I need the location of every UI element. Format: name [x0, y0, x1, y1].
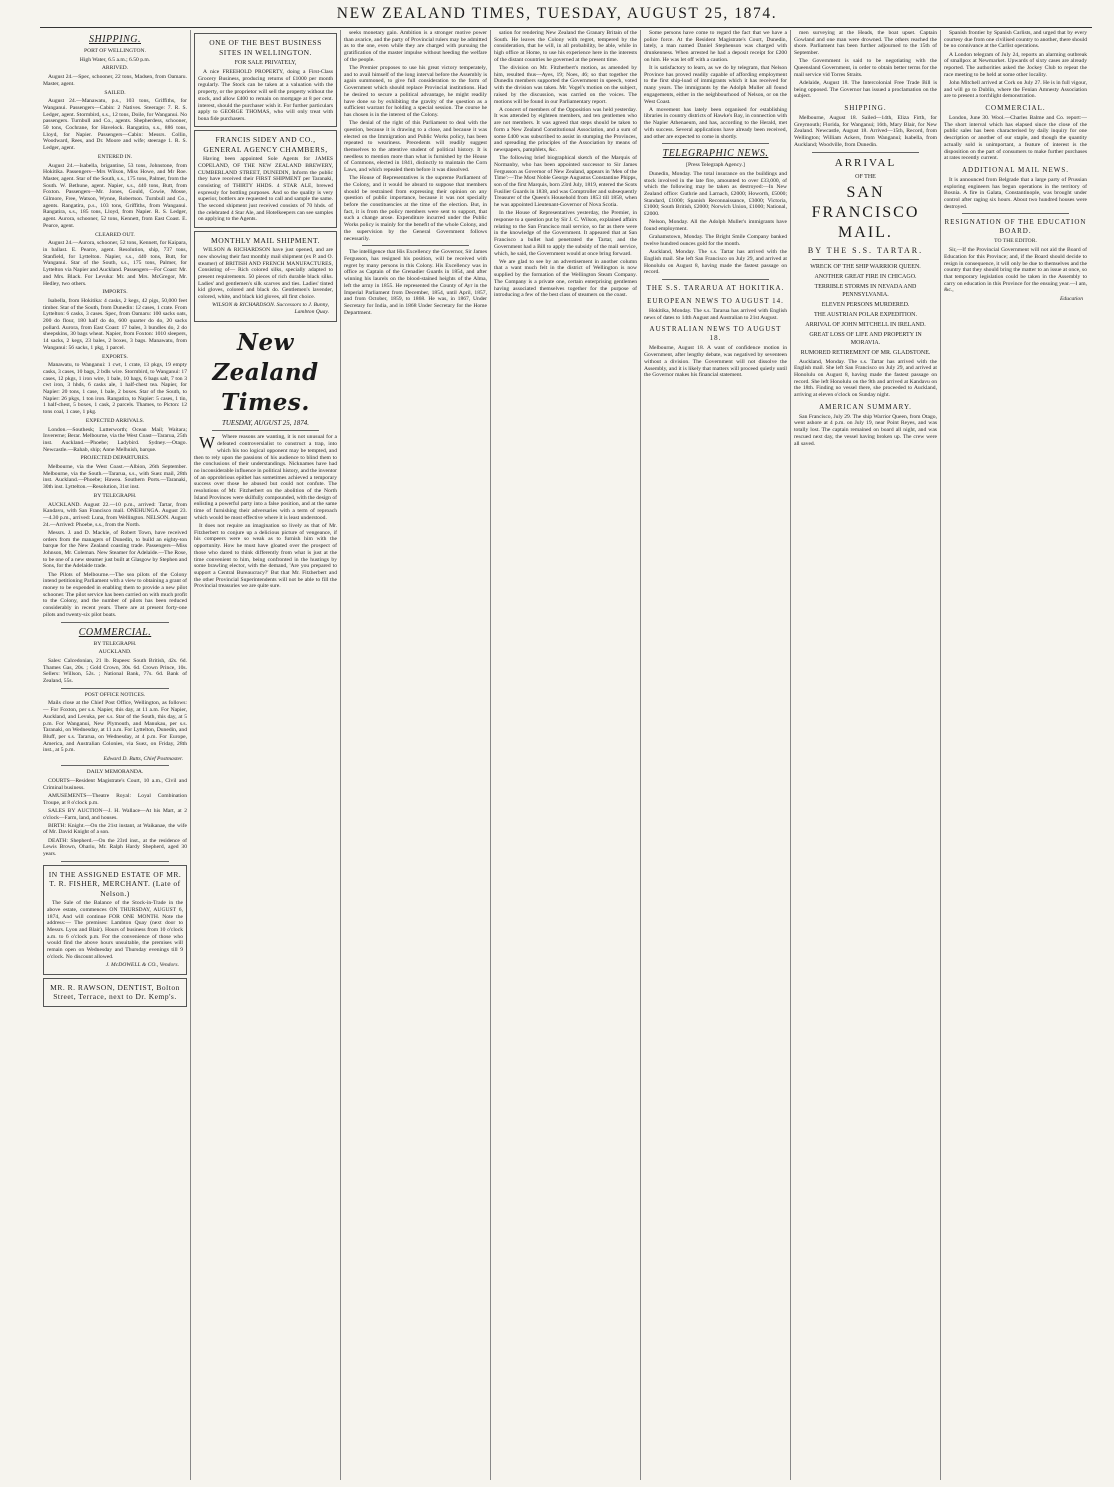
- headline-7: GREAT LOSS OF LIFE AND PROPERTY IN MORAVIA.: [809, 331, 922, 346]
- european-body: Hokitika, Monday. The s.s. Tararua has arrived with English news of dates to 14th August and Australian to 21st August.: [644, 308, 787, 321]
- estate-advertisement: [43, 865, 187, 975]
- col3-paragraph-2: The Premier proposes to use his great victory temperately, and to avail himself of the long interval before the Assembly is again summoned, to give full consideration to the form of Government which should replace Provincial institutions. Had he desired to secure a political advantage, he might readily have done so by exhibiting the gravity of the question as a sufficient warrant for holding a special session. The course he has chosen is in the interest of the Colony.: [344, 65, 487, 118]
- entered-body: August 24.—Isabella, brigantine, 53 tons, Johnstone, from Hokitika. Passengers—Mrs Wilson, Miss Howe, and Mr Roe. Master, agent. Star of the South, s.s., 175 tons, Palmer, from the South. W. Bethune, agent. Napier, s.s., 440 tons, Butt, from Foxton. Passengers—Mr. Jones, Gould, Cowie, Mosse, Gilmore, Free, Watson, Wynne, Robertson. Turnbull and Co., agents. Rangatira, p.s., 103 tons, Griffiths, from Wanganui. Rangatira, s.s., 185 tons, Lloyd, from Napier. R. S. Ledger, agent. Aurora, schooner, 52 tons, Kennett, from East Coast. E. Pearce, agent.: [43, 162, 187, 229]
- exports-heading: EXPORTS.: [102, 353, 128, 360]
- divider: [212, 430, 319, 431]
- dateline: TUESDAY, AUGUST 25, 1874.: [221, 418, 309, 427]
- divider: [962, 213, 1069, 214]
- commercial-body-7: London, June 30. Wool.—Charles Balme and Co. report:— The short interval which has elapsed since the close of the public sales has been characterised by daily inquiry for one description or another of our staple, and though the quantity actually sold is unimportant, a feature of interest is the disposition on the part of consumers to make further purchases at rates recently current.: [944, 115, 1087, 162]
- cleared-body: August 24.—Aurora, schooner, 52 tons, Kennett, for Kaipara, in ballast. E. Pearce, agent. Resolution, ship, 737 tons, Stanfield, for Lyttelton. Napier, s.s., 440 tons, Butt, for Wanganui. Star of the South, s.s., 175 tons, Palmer, for Lyttelton via Napier and Auckland. Passengers—For Coast: Mr. and Mrs. Black. For Levuka: Mr. and Mrs. McGregor, Mr. Hedley, two others.: [43, 240, 187, 287]
- estate-title: IN THE ASSIGNED ESTATE OF MR. T. R. FISHER, MERCHANT. (Late of Nelson.): [48, 869, 182, 898]
- american-heading: AMERICAN SUMMARY.: [819, 402, 912, 411]
- col5-paragraph-2: It is satisfactory to learn, as we do by telegram, that Nelson Province has proved readily capable of affording employment to the first ship-load of immigrants which it has received for many years. The immigrants by the Adolph Muller all found engagements, either in the neighbourhood of Nelson, or on the West Coast.: [644, 65, 787, 105]
- col4-paragraph-4: The following brief biographical sketch of the Marquis of Normanby, who has been appointed successor to Sir James Fergusson as Governor of New Zealand, appears in 'Men of the Time':—The Most Noble George Augustus Constantine Phipps, son of the first Marquis, born 23rd July, 1819, entered the Scots Fusilier Guards in 1838, and was Comptroller and subsequently Treasurer of the Queen's Household from 1853 till 1858, when he was appointed Lieutenant-Governor of Nova Scotia.: [494, 155, 637, 209]
- commercial-heading: COMMERCIAL.: [985, 104, 1046, 113]
- education-sub: TO THE EDITOR.: [994, 238, 1037, 245]
- col4-paragraph-2: The division on Mr. Fitzherbert's motion, as amended by him, resulted thus—Ayes, 19; Noes, 46; so that together the Dunedin members supported the Government in speech, voted with the division was taken. Mr. Vogel's motion on the subject, raised by the discussion, was carried on the voices. The motions will be found in our Parliamentary report.: [494, 65, 637, 105]
- headline-2: ANOTHER GREAT FIRE IN CHICAGO.: [814, 273, 917, 280]
- additional-body: It is announced from Belgrade that a large party of Prussian exploring engineers has begun operations in the territory of Bosnia. A fire in Galata, Constantinople, was brought under control after raging six hours. About two hundred houses were destroyed.: [944, 176, 1087, 210]
- post-heading: POST OFFICE NOTICES.: [84, 691, 146, 698]
- divider: [61, 861, 169, 862]
- site-title: ONE OF THE BEST BUSINESS SITES IN WELLINGTON.: [209, 38, 322, 57]
- estate-signature: J. McDOWELL & CO., Vendors.: [105, 962, 179, 969]
- press-agency: [Press Telegraph Agency.]: [686, 162, 745, 169]
- telegraph-body: AUCKLAND. August 22.—10 p.m., arrived: Tartar, from Kandavu, with San Francisco mail. ONEHUNGA. August 23.—4.30 p.m., arrived: Luna, from Wellington. NELSON. August 24.—Arrived: Phoebe, s.s., from the North.: [43, 501, 187, 528]
- dentist-text: MR. R. RAWSON, DENTIST, Bolton Street, Terrace, next to Dr. Kemp's.: [50, 982, 180, 1002]
- leader-paragraph-1: [194, 434, 337, 521]
- columns: [40, 30, 1092, 1480]
- column-7: [940, 30, 1090, 1480]
- headline-6: ARRIVAL OF JOHN MITCHELL IN IRELAND.: [805, 321, 926, 328]
- arrived-heading: ARRIVED.: [101, 65, 129, 72]
- education-heading: RESIGNATION OF THE EDUCATION BOARD.: [944, 218, 1087, 236]
- european-heading: EUROPEAN NEWS TO AUGUST 14.: [647, 297, 784, 305]
- australian-heading: AUSTRALIAN NEWS TO AUGUST 18.: [649, 325, 782, 343]
- expected-body: London.—Southesk; Lutterworth; Ocean Mail; Waitara; Invererne; Berar. Melbourne, via the West Coast—Tararua, 25th inst. Auckland.—Phoebe; Ladybird. Sydney.—Otago. Newcastle.—Rahab, ship; Anne Melhuish, barque.: [43, 426, 187, 453]
- commercial-body: Sales: Calcedonian, 21 lb. Rupees: South British, 42s. 6d. Thames Gas, 20s. ; Gold Crown, 30s. 6d. Crown Prince, 10s. Sellers: Willson, 52s. ; National Bank, 77s. 6d. Bank of Zealand, 55s.: [43, 657, 187, 685]
- col4-paragraph-1: sation for rendering New Zealand the Granary Britain of the South. He leaves the Colony with regret, tempered by the consideration, that he will, in all probability, be able, while in high office at Home, to use his experience here in the interests of the distant countries he governed at the present time.: [494, 30, 637, 63]
- imports-heading: IMPORTS.: [102, 289, 128, 296]
- projected-heading: PROJECTED DEPARTURES.: [80, 455, 150, 462]
- col3-paragraph-5: The intelligence that His Excellency the Governor, Sir James Fergusson, has resigned his position, will be received with regret by many persons in this Colony. His Excellency was in office as Captain of the Grenadier Guards in 1854, and after winning his laurels on the blood-stained heights of the Alma, left the army in 1855. He represented the County of Ayr in the Imperial Parliament from December, 1854, until April, 1857, and from October, 1859, to 1868. He was, in 1867, Under Secretary for India, and in 1868 Under Secretary for the Home Department.: [344, 249, 487, 316]
- divider: [812, 152, 919, 153]
- education-signature: Education: [1060, 295, 1083, 302]
- expected-heading: EXPECTED ARRIVALS.: [85, 417, 145, 424]
- estate-body: The Sale of the Balance of the Stock-in-Trade in the above estate, commences ON THURSDAY, AUGUST 6, 1874, And will continue FOR ONE MONTH. Note the address:— The premises: Lambton Quay (next door to Messrs. Lyon and Blair). Hours of business from 10 o'clock a.m. to 6 o'clock p.m. For the convenience of those who would find the above hours unsuitable, the premises will remain open on Wednesday and Thursday evenings till 9 o'clock. No discount allowed.: [47, 900, 183, 960]
- entered-heading: ENTERED IN.: [97, 153, 133, 160]
- col4-paragraph-6: We are glad to see by an advertisement in another column that a want much felt in the district of Wellington is now supplied by the formation of the Wellington Steam Company. The Company is a private one, certain enterprising gentlemen having associated themselves together for the purpose of introducing a few of the best class of steamers on the coast.: [494, 258, 637, 299]
- sidey-body: Having been appointed Sole Agents for JAMES COPELAND, OF THE NEW ZEALAND BREWERY, CUMBERLAND STREET, DUNEDIN, Inform the public they have received their FIRST SHIPMENT per Taranaki, consisting of THIRTY HHDS. 4 STAR ALE, brewed expressly for bottling purposes. And so the quality is very superior, bottlers are requested to call and sample the same. The second shipment just received consists of 70 hhds. of the celebrated 4 Star Ale, and Hotelkeepers can see samples on applying to the Agents.: [198, 156, 333, 223]
- american-body: San Francisco, July 29. The ship Warrior Queen, from Otago, went ashore at 4 p.m. on July 19, near Point Reyes, and was totally lost. The captain remained on board all night, and was rescued next day, the vessel having broken up. The crew were all saved.: [794, 413, 937, 447]
- daily-sales: SALES BY AUCTION—J. H. Wallace—At his Mart, at 2 o'clock—Farm, land, and houses.: [43, 807, 187, 821]
- col7-paragraph-3: John Mitchell arrived at Cork on July 27. He is in full vigour, and will go to Dublin, where the Fenian Amnesty Association are to present a torchlight demonstration.: [944, 79, 1087, 100]
- commercial-place: AUCKLAND.: [98, 649, 132, 656]
- san-francisco-mail-heading: SAN FRANCISCO MAIL.: [811, 183, 920, 241]
- telegram-grahamstown: Grahamstown, Monday. The Bright Smile Company banked twelve hundred ounces gold for the month.: [644, 234, 787, 247]
- telegraph-heading: BY TELEGRAPH.: [93, 492, 137, 499]
- sidey-title: FRANCIS SIDEY AND CO., GENERAL AGENCY CHAMBERS,: [203, 135, 328, 154]
- drop-cap: W: [199, 433, 216, 453]
- imports-body: Isabella, from Hokitika: 4 casks, 2 kegs, 42 pigs, 50,000 feet timber. Star of the South, from Dunedin: 12 cases, 1 crate. From Lyttelton: 6 casks, 3 cases. Spec, from Oamaru: 100 sacks oats, 200 do flour, 180 half do do, 600 quarter do do, 20 sacks pollard. Aurora, from East Coast: 17 bales, 3 bundles do, 2 do sheepskins, 30 bags wheat. Napier, from Foxton: 1010 sleepers, 14 sacks, 2 kegs, 23 bales, 2 boxes, 3 bags. Manawatu, from Wanganui: 56 sacks, 1 pkg, 1 parcel.: [43, 297, 187, 351]
- sailed-heading: SAILED.: [104, 89, 126, 96]
- leader-paragraph-2: It does not require an imagination so lively as that of Mr. Fitzherbert to conjure up a delicious picture of vengeance, if his compeers were so weak as to furnish him with the opportunity. How he must have gloated over the prospect of those who dared to think differently from what is just at the time convenient to him, being confronted in the hustings by some brawling elector, with the demand, 'Are you prepared to support a Central Bureaucracy?' But that Mr. Fitzherbert and the other Provincial Superintendents will not be able to fill the Provincial treasuries we are quite sure.: [194, 523, 337, 590]
- col3-paragraph-1: seeks monetary gain. Ambition is a stronger motive power than avarice, and the party of Provincial rulers may be admitted as to the one, even while they are charged with pursuing the gratification of the master impulse without heeding the welfare of the people.: [344, 30, 487, 63]
- exports-body: Manawatu, to Wanganui: 1 cwt, 1 crate, 13 pkgs, 19 empty casks, 3 cases, 10 bags, 2 bdls wire. Stormbird, to Wanganui: 17 cases, 12 pkgs, 1 iron wire, 1 bale, 10 bags, 6 bags salt, 7 ton 3 cwt iron, 3 hhds, 6 casks ale, 1 half-chest tea. Napier, for Napier: 20 tons, 1 case, 1 bale, 2 boxes. Star of the South, to Napier: 26 pkgs, 1 ton iron. Rangatira, to Napier: 5 cases, 1 tin, 1 half-chest, 5 boxes, 1 cask, 2 parcels. Thames, to Picton: 12 tons coal, 1 case, 1 pkg.: [43, 362, 187, 416]
- col6-shipping-body: Melbourne, August 18. Sailed—14th, Eliza Firth, for Greymouth; Florida, for Wanganui; 16th, Mary Blair, for New Zealand. Newcastle, August 18. Arrived—15th, Record, from Wellington; William Ackers, from Wanganui; Isabella, from Auckland; Woodville, from Dunedin.: [794, 115, 937, 148]
- monthly-signature: WILSON & RICHARDSON. Successors to J. Bunny, Lambton Quay.: [212, 302, 329, 315]
- headline-8: RUMORED RETIREMENT OF MR. GLADSTONE.: [800, 349, 931, 356]
- column-3: [340, 30, 490, 1480]
- divider: [662, 143, 769, 144]
- additional-heading: ADDITIONAL MAIL NEWS.: [962, 165, 1069, 174]
- col3-paragraph-3: The denial of the right of this Parliament to deal with the question, because it is drawing to a close, and because it was elected on the Immigration and Public Works policy, has been repeated to weariness. Precedents will readily suggest themselves to the attentive student of political history. It is needless to mention more than what is furnished by the House of Commons, elected in 1841, distinctly to maintain the Corn Laws, and which repealed them before it was dissolved.: [344, 120, 487, 174]
- arrival-heading: ARRIVAL: [834, 156, 897, 169]
- monthly-title: MONTHLY MAIL SHIPMENT.: [211, 235, 320, 245]
- tartar-heading: BY THE S.S. TARTAR.: [807, 245, 924, 255]
- divider: [61, 688, 169, 689]
- monthly-body: WILSON & RICHARDSON have just opened, and are now showing their fast monthly mail shipment (ex P. and O. steamer) of BRITISH AND FRENCH MANUFACTURES, Consisting of— Rich colored silks, specially adapted to present requirements. 50 pieces of rich durable black silks. Ladies' and gentlemen's silk scarves and ties. Ladies' tinted kid gloves, colored and black do. Gentlemen's lavender, colored, white, and black kid gloves, all first choice.: [198, 247, 333, 301]
- divider: [61, 765, 169, 766]
- daily-heading: DAILY MEMORANDA.: [86, 769, 144, 776]
- of-the: OF THE: [855, 173, 876, 180]
- high-water: High Water, 6.5 a.m.; 6.50 p.m.: [79, 56, 151, 63]
- col6-paragraph-3: Auckland, Monday. The s.s. Tartar has arrived with the English mail. She left San Francisco on July 29, and arrived at Honolulu on August 8, having made the fastest passage on record. She left Honolulu on the 9th and arrived at Kandavu on the 18th. Finding no vessel there, she proceeded to Auckland, arriving at eleven o'clock on Sunday night.: [794, 358, 937, 399]
- column-2: [190, 30, 340, 1480]
- col6-paragraph-1: men surveying at the Heads, the boat upset. Captain Gowland and one man were drowned. The others reached the shore. Parliament has been further adjourned to the 15th of September.: [794, 30, 937, 57]
- divider: [362, 245, 469, 246]
- divider: [61, 622, 169, 623]
- headline-1: WRECK OF THE SHIP WARRIOR QUEEN.: [810, 263, 921, 270]
- shipping-heading: SHIPPING.: [844, 104, 887, 113]
- notes-body: Messrs. J. and D. Mackie, of Robert Town, have received orders from the managers of Dunedin, to build an eighty-ton barque for the New Zealand coasting trade. Passengers—Miss Johnson, Mr. Coleman. New Steamer for Adelaide.—The Rose, to be one of a new steamer just built at Glasgow by Stephen and Sons, for the Adelaide trade.: [43, 529, 187, 570]
- column-6: [790, 30, 940, 1480]
- col4-paragraph-3: A concert of members of the Opposition was held yesterday. It was attended by eighteen members, and ten gentlemen who are not members. It was agreed that steps should be taken to form a New Zealand Constitutional Association, and a sum of some £400 was subscribed to assist in stumping the Provinces, and spreading the principles of the Association by means of newspapers, pamphlets, &c.: [494, 106, 637, 153]
- sailed-body: August 24.—Manawatu, p.s., 103 tons, Griffiths, for Wanganui. Passengers—Cabin: 2 Natives. Steerage: 7. R. S. Ledger, agent. Stormbird, s.s., 12 tons, Doile, for Wanganui. No passengers. Turnbull and Co., agents. Shepherdess, schooner, 50 tons, Cochrane, for Havelock. Rangatira, s.s., 886 tons, Lloyd, for Napier. Passengers—Cabin: Messrs. Collin, Woodward, Rees, and Dr. Moore and wife; steerage 1. R. S. Ledger, agent.: [43, 98, 187, 152]
- arrived-body: August 24.—Spec, schooner, 22 tons, Madsen, from Oamaru. Master, agent.: [43, 74, 187, 87]
- divider: [812, 259, 919, 260]
- australian-body: Melbourne, August 18. A want of confidence motion in Government, after lengthy debate, was negatived by seventeen without a division. The Government will not dissolve the Assembly, and it is likely that matters will proceed quietly until the Governor makes his financial statement.: [644, 345, 787, 379]
- column-1: [40, 30, 190, 1480]
- education-body: Sir,—If the Provincial Government will not aid the Board of Education for this Province; and, if the Board should decide to resign in consequence, it will only be due to themselves and the country that they should bring the matter to an issue at once, so that temporary legislation could be taken in the Assembly to carry on education in this Province for the ensuing year.—I am, &c.,: [944, 247, 1087, 294]
- section-heading-shipping: SHIPPING.: [89, 34, 141, 45]
- headline-3: TERRIBLE STORMS IN NEVADA AND PENNSYLVANIA.: [814, 283, 917, 298]
- tararua-heading: THE S.S. TARARUA AT HOKITIKA.: [646, 284, 785, 292]
- divider: [662, 279, 769, 280]
- telegram-nelson: Nelson, Monday. All the Adolph Muller's immigrants have found employment.: [644, 219, 787, 233]
- col6-adelaide: Adelaide, August 18. The Intercolonial Free Trade Bill is being opposed. The Governor has issued a proclamation on the subject.: [794, 79, 937, 100]
- cleared-heading: CLEARED OUT.: [95, 231, 135, 238]
- port-heading: PORT OF WELLINGTON.: [84, 48, 146, 54]
- section-heading-commercial: COMMERCIAL.: [78, 626, 152, 638]
- newspaper-nameplate: New Zealand Times.: [212, 328, 319, 416]
- head-rule: [40, 27, 1092, 28]
- leader-text-1: Where reasons are wanting, it is not unusual for a defeated controversialist to construct a trap, into which his too logical opponent may be tempted, and then to rely upon the passions of his audience to blind them to the conclusions of their understandings. Nicknames have had no inconsiderable influence in political history, and the inventor of an opprobrious epithet has sometimes achieved a temporary success over those he abused but could not confute. The resolutions of Mr. Fitzherbert on the abolition of the North Island Provinces were skilfully compounded, with the design of enlisting a powerful party into a false position, and at the same time of furnishing their adversaries with a term of reproach which would be most effective where it is least understood.: [194, 434, 338, 521]
- col3-paragraph-4: The House of Representatives is the supreme Parliament of the Colony, and it would be absurd to suppose that members should be restrained from expressing their opinion on any question of public importance, because it was not specially before the constituencies at the time of the election. But, in fact, it is from the policy members were sent to support, that such a change arose. Expenditure incurred under the Public Works policy is mainly for the benefit of the whole Colony, and the supervision by the General Government follows necessarily.: [344, 175, 487, 242]
- site-sub: FOR SALE PRIVATELY,: [234, 60, 297, 66]
- projected-body: Melbourne, via the West Coast.—Albion, 26th September. Melbourne, via the South.—Tararua, s.s., with Suez mail, 28th inst. Auckland.—Phoebe; Hawea. Southern Ports.—Taranaki, 30th inst. Lyttelton.—Resolution, 31st inst.: [43, 464, 187, 491]
- telegram-dunedin: Dunedin, Monday. The total insurance on the buildings and stock involved in the late fire, amounted to over £33,000, of which the following may be taken as destroyed:—In New Zealand office: Guthrie and Larnach, £2000; Howorth, £5000; Standard, £1000; Spanish Reconnaissance, £3000; Victoria, £1000; South British, £2000; Norwich Union, £1000; National, £2000.: [644, 170, 787, 218]
- daily-deaths: DEATH: Shepherd.—On the 23rd inst., at the residence of Lewis Brown, Ohariu, Mr. Ralph Hardy Shepherd, aged 30 years.: [43, 837, 187, 858]
- daily-amusements: AMUSEMENTS—Theatre Royal: Loyal Combination Troupe, at 8 o'clock p.m.: [43, 792, 187, 806]
- col5-paragraph-3: A movement has lately been organised for establishing libraries in country districts of Hawke's Bay, in connection with the Napier Athenaeum, and has, according to the Herald, met with success. Several applications have already been received, and other are expected to come in shortly.: [644, 106, 787, 140]
- col7-paragraph-1: Spanish frontier by Spanish Carlists, and urged that by every courtesy due from one civilised country to another, there should be no connivance at the Carlist operations.: [944, 30, 1087, 50]
- pilot-body: The Pilots of Melbourne.—The sea pilots of the Colony intend petitioning Parliament with a view to obtaining a grant of money to be expended in enabling them to provide a new pilot schooner. The pilot service has been carried on with much profit to the Colony, and the number of pilots has been reduced considerably in recent years. There are at present forty-one pilots and twenty-six pilot boats.: [43, 571, 187, 618]
- daily-births: BIRTH: Knight.—On the 21st instant, at Waikanae, the wife of Mr. David Knight of a son.: [43, 822, 187, 836]
- daily-courts: COURTS—Resident Magistrate's Court, 10 a.m., Civil and Criminal business.: [43, 778, 187, 791]
- headline-4: ELEVEN PERSONS MURDERED.: [821, 301, 910, 308]
- business-site-advertisement: [194, 33, 337, 127]
- col4-paragraph-5: In the House of Representatives yesterday, the Premier, in response to a question put by Sir J. C. Wilson, explained affairs relating to the San Francisco mail service, so far as there were in the knowledge of the Government. It appeared that at San Francisco a bullet had penetrated the Tartar, and the Government had a Bill to apply the subsidy of the mail service, which, he said, the Government would at once bring forward.: [494, 210, 637, 257]
- column-5: [640, 30, 790, 1480]
- running-head: NEW ZEALAND TIMES, TUESDAY, AUGUST 25, 1874.: [336, 5, 778, 22]
- commercial-sub: BY TELEGRAPH.: [93, 640, 137, 647]
- col6-paragraph-2: The Government is said to be negotiating with the Queensland Government, in order to obtain better terms for the mail service vid Torres Straits.: [794, 58, 937, 78]
- sidey-advertisement: [194, 130, 337, 228]
- section-heading-telegraphic: TELEGRAPHIC NEWS.: [662, 148, 769, 160]
- column-4: [490, 30, 640, 1480]
- dentist-advertisement: [43, 978, 187, 1007]
- headline-5: THE AUSTRIAN POLAR EXPEDITION.: [814, 311, 917, 318]
- post-signature: Edward D. Butts, Chief Postmaster.: [103, 755, 183, 762]
- telegram-auckland: Auckland, Monday. The s.s. Tartar has arrived with the English mail. She left San Francisco on July 29, and arrived at Honolulu on August 8, having made the fastest passage on record.: [644, 249, 787, 276]
- post-body: Mails close at the Chief Post Office, Wellington, as follows:— For Foxton, per s.s. Napier, this day, at 11 a.m. For Napier, Auckland, and Levuka, per s.s. Star of the South, this day, at 5 p.m. For Wanganui, New Plymouth, and Manukau, per s.s. Taranaki, on Wednesday, at 11 a.m. For Lyttelton, Dunedin, and Bluff, per s.s. Tararua, on Wednesday, at 4 p.m. For Europe, America, and Australian Colonies, via Suez, on Friday, 28th inst., at 5 p.m.: [43, 700, 187, 754]
- col5-paragraph-1: Some persons have come to regard the fact that we have a police force. At the Resident Magistrate's Court, Dunedin, lately, a man named Daniel Stephenson was charged with drunkenness. When arrested he had a deposit receipt for £200 on him. He was let off with a caution.: [644, 30, 787, 63]
- site-body: A nice FREEHOLD PROPERTY, doing a First-Class Grocery Business, producing returns of £1000 per month regularly. The Stock can be taken at a valuation with the property, or the proprietor will sell the property without the stock, and allow £400 to remain on mortgage at 8 per cent. interest, should the purchaser wish it. For further particulars apply to GEORGE THOMAS, who will only treat with bona fide purchasers.: [198, 69, 333, 122]
- monthly-mail-advertisement: [194, 231, 337, 322]
- col7-paragraph-2: A London telegram of July 24, reports an alarming outbreak of smallpox at Newmarket. Upwards of sixty cases are already reported. The authorities asked the Jockey Club to repeat the race meeting to be held at some other locality.: [944, 51, 1087, 78]
